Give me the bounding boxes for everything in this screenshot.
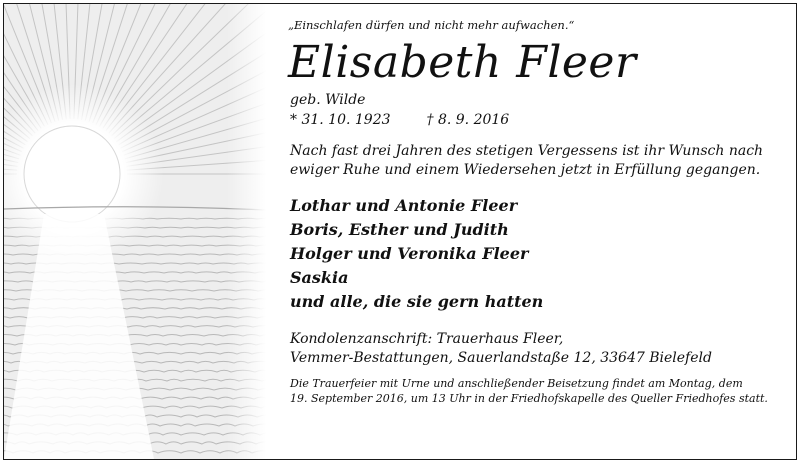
mourner: Saskia — [290, 268, 349, 287]
sunset-sea-illustration — [4, 4, 266, 459]
address-line: Vemmer-Bestattungen, Sauerlandstaße 12, 33647 Bielefeld — [290, 350, 712, 366]
motto-quote: „Einschlafen dürfen und nicht mehr aufwachen.“ — [288, 18, 575, 32]
mourner: und alle, die sie gern hatten — [290, 292, 544, 311]
mourner: Boris, Esther und Judith — [290, 220, 509, 239]
obituary-notice — [3, 3, 797, 460]
life-dates — [290, 112, 780, 128]
death-date: † 8. 9. 2016 — [426, 112, 510, 128]
address-line: Kondolenzanschrift: Trauerhaus Fleer, — [290, 331, 564, 347]
ceremony-line: Die Trauerfeier mit Urne und anschließender Beisetzung findet am Montag, dem — [290, 377, 743, 390]
memorial-message — [290, 142, 780, 180]
mourner: Lothar und Antonie Fleer — [290, 196, 518, 215]
notice-text — [288, 18, 780, 406]
condolence-address — [290, 330, 780, 368]
message-line: ewiger Ruhe und einem Wiedersehen jetzt in Erfüllung gegangen. — [290, 162, 761, 178]
mourners-list — [290, 194, 780, 314]
sunset-drawing — [4, 4, 266, 459]
birth-date: * 31. 10. 1923 — [290, 112, 391, 128]
funeral-details — [290, 376, 780, 406]
message-line: Nach fast drei Jahren des stetigen Vergessens ist ihr Wunsch nach — [290, 143, 764, 159]
mourner: Holger und Veronika Fleer — [290, 244, 529, 263]
deceased-name: Elisabeth Fleer — [288, 37, 637, 88]
ceremony-line: 19. September 2016, um 13 Uhr in der Friedhofskapelle des Queller Friedhofes statt. — [290, 392, 768, 405]
birth-name: geb. Wilde — [290, 92, 366, 108]
